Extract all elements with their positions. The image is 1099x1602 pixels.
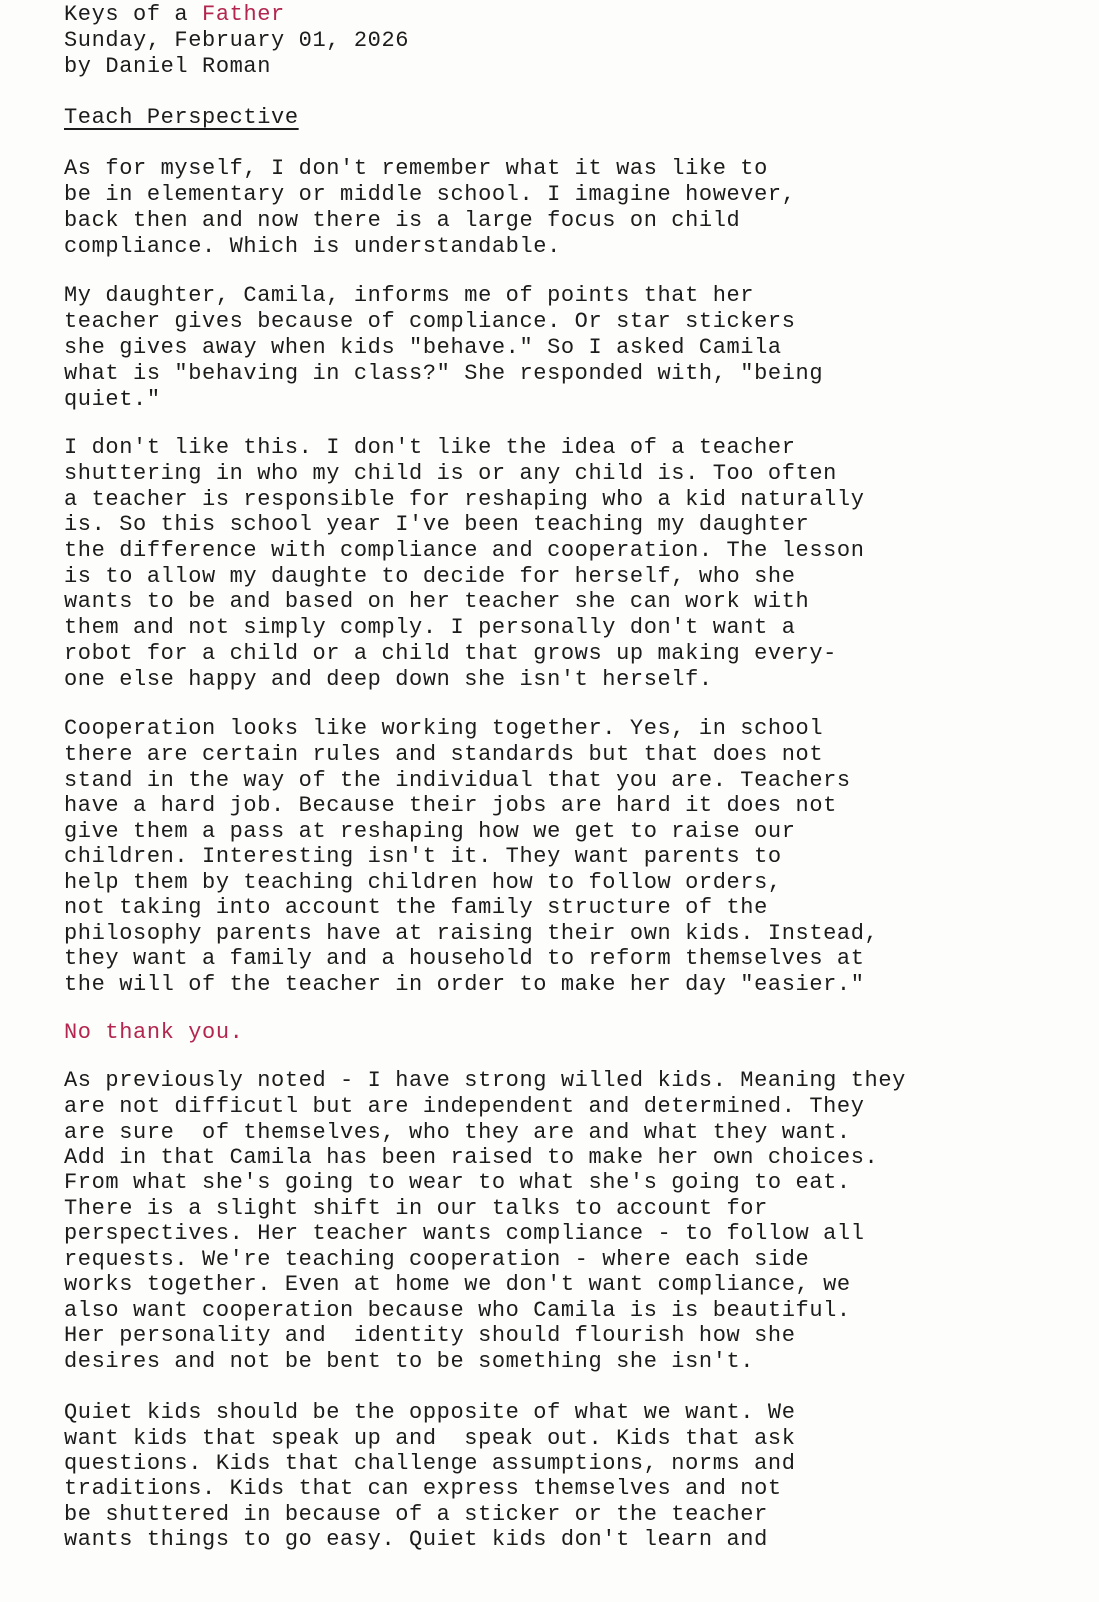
paragraph-line: they want a family and a household to reform themselves at (64, 946, 865, 971)
paragraph-line: children. Interesting isn't it. They want parents to (64, 844, 782, 869)
paragraph-line: the will of the teacher in order to make her day "easier." (64, 972, 865, 997)
paragraph-line: give them a pass at reshaping how we get to raise our (64, 819, 796, 844)
paragraph-line: Cooperation looks like working together. Yes, in school (64, 716, 824, 741)
paragraph-line: shuttering in who my child is or any child is. Too often (64, 461, 837, 486)
paragraph-line: what is "behaving in class?" She responded with, "being (64, 361, 824, 386)
paragraph-line: questions. Kids that challenge assumptions, norms and (64, 1451, 796, 1476)
paragraph-line: quiet." (64, 387, 161, 412)
paragraph-line: desires and not be bent to be something she isn't. (64, 1349, 755, 1374)
series-name: Father (202, 2, 285, 27)
paragraph-line: From what she's going to wear to what she's going to eat. (64, 1170, 851, 1195)
paragraph-line: As previously noted - I have strong willed kids. Meaning they (64, 1068, 906, 1093)
paragraph-line: perspectives. Her teacher wants compliance - to follow all (64, 1221, 865, 1246)
callout-text: No thank you. (64, 1020, 244, 1045)
paragraph-line: be shuttered in because of a sticker or the teacher (64, 1502, 768, 1527)
paragraph-line: compliance. Which is understandable. (64, 234, 561, 259)
paragraph-line: My daughter, Camila, informs me of points that her (64, 283, 755, 308)
paragraph-line: are not difficutl but are independent and determined. They (64, 1094, 865, 1119)
paragraph-line: As for myself, I don't remember what it was like to (64, 156, 768, 181)
paragraph-line: teacher gives because of compliance. Or star stickers (64, 309, 796, 334)
date-line: Sunday, February 01, 2026 (64, 28, 410, 53)
paragraph-line: are sure of themselves, who they are and what they want. (64, 1120, 851, 1145)
paragraph-line: wants things to go easy. Quiet kids don't learn and (64, 1527, 768, 1552)
paragraph-line: is to allow my daughte to decide for herself, who she (64, 564, 796, 589)
paragraph-line: she gives away when kids "behave." So I asked Camila (64, 335, 782, 360)
paragraph-line: help them by teaching children how to follow orders, (64, 870, 782, 895)
byline: by Daniel Roman (64, 54, 272, 79)
paragraph-line: is. So this school year I've been teaching my daughter (64, 512, 810, 537)
paragraph-line: a teacher is responsible for reshaping who a kid naturally (64, 487, 865, 512)
paragraph-line: I don't like this. I don't like the idea of a teacher (64, 435, 796, 460)
paragraph-line: be in elementary or middle school. I imagine however, (64, 182, 796, 207)
series-line (64, 2, 285, 28)
paragraph-line: stand in the way of the individual that you are. Teachers (64, 768, 851, 793)
paragraph-line: back then and now there is a large focus on child (64, 208, 741, 233)
paragraph-line: There is a slight shift in our talks to account for (64, 1196, 768, 1221)
paragraph-line: Her personality and identity should flourish how she (64, 1323, 796, 1348)
paragraph-line: requests. We're teaching cooperation - where each side (64, 1247, 810, 1272)
paragraph-line: wants to be and based on her teacher she can work with (64, 589, 810, 614)
paragraph-line: not taking into account the family structure of the (64, 895, 768, 920)
paragraph-line: also want cooperation because who Camila is is beautiful. (64, 1298, 851, 1323)
paragraph-line: the difference with compliance and cooperation. The lesson (64, 538, 865, 563)
paragraph-line: Add in that Camila has been raised to make her own choices. (64, 1145, 879, 1170)
paragraph-line: one else happy and deep down she isn't herself. (64, 667, 713, 692)
paragraph-line: robot for a child or a child that grows up making every- (64, 641, 837, 666)
paragraph-line: want kids that speak up and speak out. Kids that ask (64, 1426, 796, 1451)
paragraph-line: philosophy parents have at raising their own kids. Instead, (64, 921, 879, 946)
paragraph-line: have a hard job. Because their jobs are hard it does not (64, 793, 837, 818)
series-prefix: Keys of a (64, 2, 203, 27)
paragraph-line: works together. Even at home we don't want compliance, we (64, 1272, 851, 1297)
paragraph-line: there are certain rules and standards but that does not (64, 742, 824, 767)
paragraph-line: them and not simply comply. I personally don't want a (64, 615, 796, 640)
paragraph-line: traditions. Kids that can express themselves and not (64, 1476, 782, 1501)
paragraph-line: Quiet kids should be the opposite of what we want. We (64, 1400, 796, 1425)
page-title: Teach Perspective (64, 105, 299, 130)
